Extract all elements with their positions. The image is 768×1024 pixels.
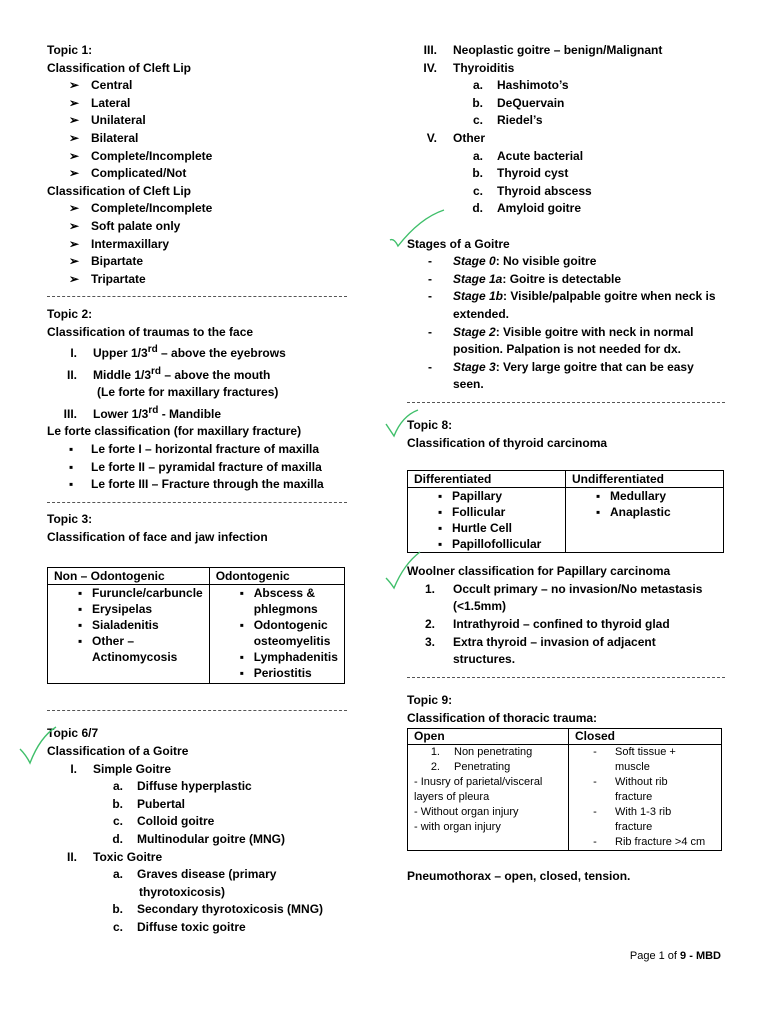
list-item: ▪ Lymphadenitis <box>216 649 338 665</box>
open-details <box>414 775 562 835</box>
list-item-label: Lateral <box>91 95 131 110</box>
list-item-label: Central <box>91 78 133 93</box>
arrow-bullet-icon: ➢ <box>69 218 80 233</box>
table-header-odontogenic: Odontogenic <box>209 568 344 585</box>
arrow-bullet-icon: ➢ <box>69 95 80 110</box>
topic8-heading: Topic 8: <box>407 418 453 433</box>
stage-3: - Stage 3: Very large goitre that can be easy <box>428 359 694 374</box>
closed-item-line: fracture <box>615 790 653 803</box>
list-item-label: Le forte I – horizontal fracture of maxilla <box>91 442 320 457</box>
closed-item <box>575 835 715 850</box>
list-item-label: Riedel’s <box>497 113 543 128</box>
closed-item <box>575 805 715 835</box>
section-divider <box>47 702 347 720</box>
list-item <box>407 112 725 130</box>
closed-item-line: Without rib <box>615 775 668 788</box>
table-header-undifferentiated: Undifferentiated <box>566 471 724 488</box>
list-item <box>407 165 725 183</box>
woolner-item-3-cont: structures. <box>453 652 516 667</box>
list-item-label: Acute bacterial <box>497 148 584 163</box>
toxic-goitre-c: c. Diffuse toxic goitre <box>112 919 246 934</box>
table-header-closed: Closed <box>569 728 722 744</box>
right-column <box>407 42 725 886</box>
list-item <box>47 459 347 477</box>
stage-0: - Stage 0: No visible goitre <box>428 254 597 269</box>
list-item: ▪ Papillary <box>414 488 559 504</box>
closed-item <box>575 775 715 805</box>
list-item-label: Complete/Incomplete <box>91 201 213 216</box>
trauma-item-ii: II. Middle 1/3rd – above the mouth <box>66 365 271 382</box>
list-item-label: Hashimoto’s <box>497 78 569 93</box>
leforte-list <box>47 441 347 494</box>
goitre-item-iii: III. Neoplastic goitre – benign/Malignant <box>423 43 663 57</box>
list-item: ▪ Odontogenic osteomyelitis <box>216 617 338 649</box>
arrow-bullet-icon: ➢ <box>69 166 80 181</box>
woolner-item-2: 2. Intrathyroid – confined to thyroid glad <box>424 617 670 632</box>
thoracic-trauma-title: Classification of thoracic trauma: <box>407 711 598 725</box>
differentiated-cell <box>408 488 566 553</box>
list-item-label: Le forte II – pyramidal fracture of maxilla <box>91 459 322 474</box>
list-item <box>47 148 347 166</box>
toxic-goitre-a: a. Graves disease (primary <box>112 867 277 882</box>
stage-1b: - Stage 1b: Visible/palpable goitre when neck is <box>428 289 716 304</box>
thyroid-carcinoma-title: Classification of thyroid carcinoma <box>407 436 608 451</box>
open-trauma-cell <box>408 744 569 850</box>
check-mark-icon <box>384 408 420 438</box>
list-item <box>47 476 347 494</box>
list-item-letter: a. <box>472 148 483 163</box>
goitre-item-v: V. Other <box>426 130 486 145</box>
stage-3-cont: seen. <box>453 377 484 392</box>
list-item <box>47 130 347 148</box>
closed-item-line: Soft tissue + <box>615 745 676 758</box>
face-trauma-title: Classification of traumas to the face <box>47 324 254 339</box>
list-item <box>47 796 347 814</box>
jaw-infection-title: Classification of face and jaw infection <box>47 530 268 545</box>
list-item: ▪ Abscess & phlegmons <box>216 585 338 617</box>
list-item: ▪ Sialadenitis <box>54 617 203 633</box>
goitre-item-i: I. Simple Goitre <box>70 761 172 776</box>
dash-bullet-icon: - <box>593 775 597 788</box>
trauma-item-i: I. Upper 1/3rd – above the eyebrows <box>70 344 286 361</box>
table-header-non-odontogenic: Non – Odontogenic <box>48 568 210 585</box>
list-item-label: Bilateral <box>91 130 139 145</box>
stage-1a: - Stage 1a: Goitre is detectable <box>428 271 622 286</box>
closed-item-text <box>615 835 705 850</box>
list-item-letter: b. <box>472 166 483 181</box>
left-column <box>47 42 347 937</box>
list-item-letter: a. <box>112 779 123 794</box>
list-item-label: Complete/Incomplete <box>91 148 213 163</box>
goitre-stages-title: Stages of a Goitre <box>407 236 510 251</box>
table-header-open: Open <box>408 728 569 744</box>
dash-bullet-icon: - <box>593 835 597 848</box>
thoracic-table <box>407 728 722 851</box>
list-item <box>407 77 725 95</box>
list-item-label: Intermaxillary <box>91 236 170 251</box>
list-item <box>47 813 347 831</box>
non-odontogenic-cell <box>48 585 210 684</box>
closed-item-text <box>615 775 668 805</box>
goitre-classification-title: Classification of a Goitre <box>47 744 189 758</box>
closed-item-text <box>615 805 671 835</box>
list-item: ▪ Medullary <box>572 488 717 504</box>
topic3-heading: Topic 3: <box>47 512 93 527</box>
list-item: ▪ Furuncle/carbuncle <box>54 585 203 601</box>
list-item-label: Bipartate <box>91 254 144 269</box>
list-item-label: Le forte III – Fracture through the maxilla <box>91 477 324 492</box>
goitre-item-ii: II. Toxic Goitre <box>66 849 163 864</box>
list-item <box>47 112 347 130</box>
woolner-title: Woolner classification for Papillary carcinoma <box>407 564 671 579</box>
closed-item <box>575 745 715 775</box>
cleft-lip-title-2: Classification of Cleft Lip <box>47 183 192 198</box>
open-detail-line: - with organ injury <box>414 820 501 833</box>
list-item-label: Pubertal <box>137 796 186 811</box>
list-item-label: Multinodular goitre (MNG) <box>137 831 285 846</box>
section-divider <box>407 669 725 687</box>
list-item: ▪ Hurtle Cell <box>414 520 559 536</box>
list-item-label: Complicated/Not <box>91 166 187 181</box>
list-item <box>47 200 347 218</box>
list-item-letter: d. <box>472 201 483 216</box>
goitre-item-iv: IV. Thyroiditis <box>423 60 515 75</box>
section-divider <box>47 288 347 306</box>
check-mark-icon <box>384 550 424 590</box>
list-item-letter: b. <box>472 95 483 110</box>
list-item: ▪ Anaplastic <box>572 504 717 520</box>
list-item <box>47 95 347 113</box>
infection-table <box>47 567 345 684</box>
list-item-letter: c. <box>472 183 483 198</box>
list-item: ▪ Periostitis <box>216 665 338 681</box>
list-item-letter: a. <box>472 78 483 93</box>
woolner-item-1: 1. Occult primary – no invasion/No metastasis <box>424 581 703 596</box>
square-bullet-icon: ▪ <box>69 459 74 474</box>
pneumothorax-note: Pneumothorax – open, closed, tension. <box>407 869 631 884</box>
stage-2: - Stage 2: Visible goitre with neck in normal <box>428 324 694 339</box>
dash-bullet-icon: - <box>593 745 597 758</box>
closed-item-line: muscle <box>615 760 650 773</box>
topic67-heading: Topic 6/7 <box>47 726 99 741</box>
topic9-heading: Topic 9: <box>407 693 453 708</box>
arrow-bullet-icon: ➢ <box>69 236 80 251</box>
list-item <box>47 77 347 95</box>
list-item <box>407 183 725 201</box>
check-mark-icon <box>388 208 448 248</box>
arrow-bullet-icon: ➢ <box>69 130 80 145</box>
section-divider <box>407 394 725 412</box>
list-item: ▪ Other – Actinomycosis <box>54 633 203 665</box>
stage-2-cont: position. Palpation is not needed for dx. <box>453 342 682 357</box>
list-item <box>47 441 347 459</box>
list-item-letter: c. <box>472 113 483 128</box>
list-item-label: Colloid goitre <box>137 814 215 829</box>
list-item: ▪ Erysipelas <box>54 601 203 617</box>
list-item-label: Thyroid cyst <box>497 166 569 181</box>
list-item-letter: c. <box>112 814 123 829</box>
list-item-label: Diffuse hyperplastic <box>137 779 252 794</box>
list-item: ▪ Papillofollicular <box>414 536 559 552</box>
list-item-letter: b. <box>112 796 123 811</box>
closed-item-line: With 1-3 rib <box>615 805 672 818</box>
carcinoma-table <box>407 470 724 553</box>
arrow-bullet-icon: ➢ <box>69 271 80 286</box>
cleft-lip-list-2 <box>47 200 347 288</box>
list-item <box>407 95 725 113</box>
woolner-item-1-cont: (<1.5mm) <box>453 599 507 614</box>
list-item <box>47 218 347 236</box>
arrow-bullet-icon: ➢ <box>69 254 80 269</box>
topic2-heading: Topic 2: <box>47 306 93 321</box>
arrow-bullet-icon: ➢ <box>69 148 80 163</box>
cleft-lip-list-1 <box>47 77 347 183</box>
trauma-item-iii: III. Lower 1/3rd - Mandible <box>63 404 222 421</box>
page-footer: Page 1 of 9 - MBD <box>629 950 721 962</box>
leforte-title: Le forte classification (for maxillary fracture) <box>47 424 302 439</box>
toxic-goitre-a-cont: thyrotoxicosis) <box>139 884 226 899</box>
simple-goitre-list <box>47 778 347 848</box>
list-item-label: Thyroid abscess <box>497 183 592 198</box>
list-item <box>47 271 347 289</box>
list-item-label: Tripartate <box>91 271 146 286</box>
list-item <box>47 831 347 849</box>
open-item-1: 1. Non penetrating <box>430 745 533 758</box>
arrow-bullet-icon: ➢ <box>69 201 80 216</box>
list-item: ▪ Follicular <box>414 504 559 520</box>
list-item <box>47 236 347 254</box>
square-bullet-icon: ▪ <box>69 442 74 457</box>
closed-trauma-cell <box>569 744 722 850</box>
list-item-label: Amyloid goitre <box>497 201 582 216</box>
list-item-letter: d. <box>112 831 123 846</box>
table-header-differentiated: Differentiated <box>408 471 566 488</box>
closed-item-line: fracture <box>615 820 653 833</box>
list-item <box>407 148 725 166</box>
list-item <box>407 200 725 218</box>
undifferentiated-cell <box>566 488 724 553</box>
square-bullet-icon: ▪ <box>69 477 74 492</box>
open-detail-line: layers of pleura <box>414 790 490 803</box>
list-item <box>47 778 347 796</box>
check-mark-icon <box>18 725 58 765</box>
list-item-label: Unilateral <box>91 113 146 128</box>
open-item-2: 2. Penetrating <box>430 760 511 773</box>
list-item-label: DeQuervain <box>497 95 565 110</box>
trauma-item-ii-note: (Le forte for maxillary fractures) <box>97 385 279 400</box>
topic1-heading: Topic 1: <box>47 43 93 57</box>
list-item-label: Soft palate only <box>91 218 181 233</box>
woolner-item-3: 3. Extra thyroid – invasion of adjacent <box>424 634 656 649</box>
other-goitre-list <box>407 148 725 218</box>
thyroiditis-list <box>407 77 725 130</box>
section-divider <box>47 494 347 512</box>
closed-item-line: Rib fracture >4 cm <box>615 835 706 848</box>
toxic-goitre-b: b. Secondary thyrotoxicosis (MNG) <box>112 902 324 917</box>
list-item <box>47 253 347 271</box>
list-item <box>47 165 347 183</box>
open-detail-line: - Inusry of parietal/visceral <box>414 775 543 788</box>
odontogenic-cell <box>209 585 344 684</box>
dash-bullet-icon: - <box>593 805 597 818</box>
stage-1b-cont: extended. <box>453 306 510 321</box>
arrow-bullet-icon: ➢ <box>69 78 80 93</box>
open-detail-line: - Without organ injury <box>414 805 519 818</box>
arrow-bullet-icon: ➢ <box>69 113 80 128</box>
cleft-lip-title-1: Classification of Cleft Lip <box>47 60 192 75</box>
closed-item-text <box>615 745 676 775</box>
